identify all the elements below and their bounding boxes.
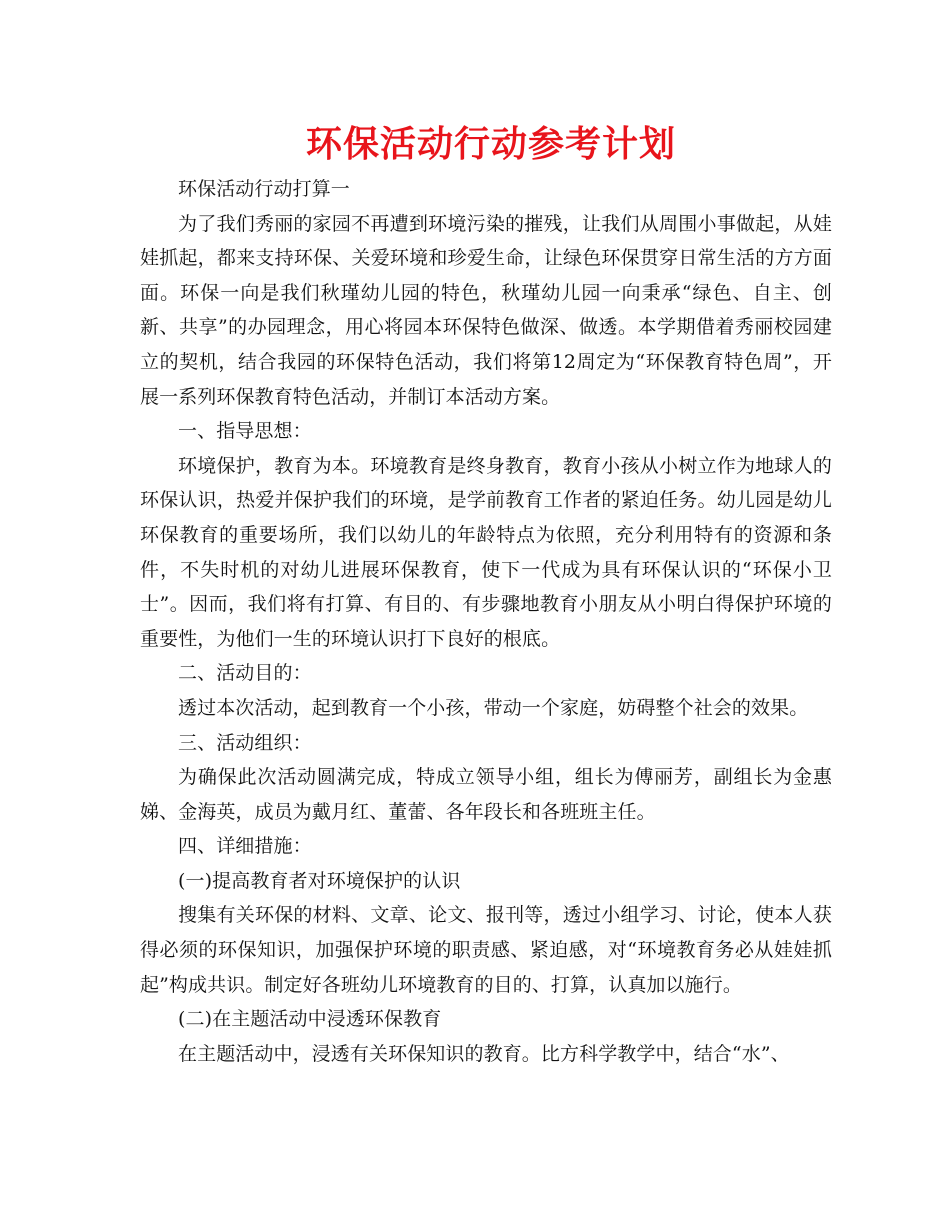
section-heading-measures: 四、详细措施：	[178, 835, 312, 858]
paragraph-organization: 为确保此次活动圆满完成，特成立领导小组，组长为傅丽芳，副组长为金惠娣、金海英，成员为戴月红、董蕾、各年段长和各班班主任。	[140, 766, 832, 823]
section-heading-organization: 三、活动组织：	[178, 731, 312, 754]
paragraph-plan-heading: 环保活动行动打算一	[178, 178, 350, 200]
subsection-heading-1: (一)提高教育者对环境保护的认识	[178, 869, 461, 892]
paragraph-purpose: 透过本次活动，起到教育一个小孩，带动一个家庭，妨碍整个社会的效果。	[178, 696, 809, 719]
document-title: 环保活动行动参考计划	[305, 124, 676, 165]
paragraph-intro: 为了我们秀丽的家园不再遭到环境污染的摧残，让我们从周围小事做起，从娃娃抓起，都来支持环保、关爱环境和珍爱生命，让绿色环保贯穿日常生活的方方面面。环保一向是我们秋瑾幼儿园的特色，秋瑾幼儿园一向秉承“绿色、自主、创新、共享”的办园理念，用心将园本环保特色做深、做透。本学期借着秀丽校园建立的契机，结合我园的环保特色活动，我们将第12周定为“环保教育特色周”，开展一系列环保教育特色活动，并制订本活动方案。	[140, 212, 832, 408]
section-heading-guiding-idea: 一、指导思想：	[178, 420, 312, 443]
document-body	[140, 172, 832, 1071]
paragraph-measure-2: 在主题活动中，浸透有关环保知识的教育。比方科学教学中，结合“水”、	[178, 1042, 790, 1065]
subsection-heading-2: (二)在主题活动中浸透环保教育	[178, 1008, 442, 1031]
paragraph-measure-1: 搜集有关环保的材料、文章、论文、报刊等，透过小组学习、讨论，使本人获得必须的环保知识，加强保护环境的职责感、紧迫感，对“环境教育务必从娃娃抓起”构成共识。制定好各班幼儿环境教育的目的、打算，认真加以施行。	[140, 904, 832, 996]
section-heading-purpose: 二、活动目的：	[178, 662, 312, 685]
paragraph-guiding-idea: 环境保护，教育为本。环境教育是终身教育，教育小孩从小树立作为地球人的环保认识，热爱并保护我们的环境，是学前教育工作者的紧迫任务。幼儿园是幼儿环保教育的重要场所，我们以幼儿的年龄特点为依照，充分利用特有的资源和条件，不失时机的对幼儿进展环保教育，使下一代成为具有环保认识的“环保小卫士”。因而，我们将有打算、有目的、有步骤地教育小朋友从小明白得保护环境的重要性，为他们一生的环境认识打下良好的根底。	[140, 454, 832, 650]
